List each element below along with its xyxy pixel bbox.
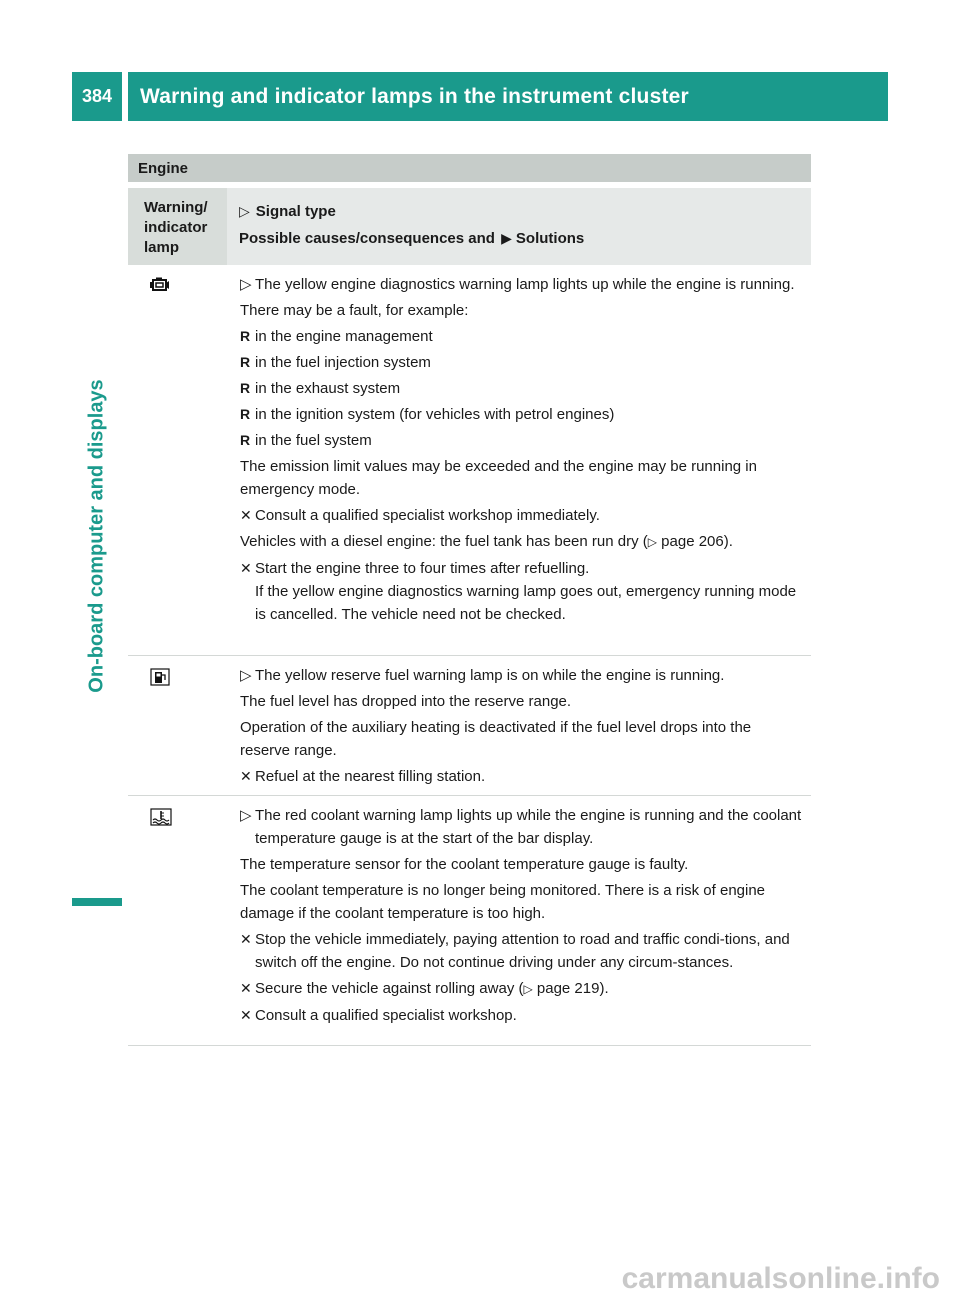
- description-column-header: ▷ Signal type Possible causes/consequences and ▶ Solutions: [239, 203, 585, 247]
- coolant-temperature-icon: [150, 808, 172, 831]
- signal-triangle-icon: ▷: [240, 807, 252, 824]
- action-x-icon: ✕: [240, 768, 252, 784]
- action-x-icon: ✕: [240, 931, 252, 947]
- signal-triangle-icon: ▷: [240, 276, 252, 293]
- action-x-icon: ✕: [240, 560, 252, 576]
- side-tab-label: On-board computer and displays: [85, 379, 108, 693]
- page-ref-icon: ▷: [647, 535, 657, 549]
- signal-triangle-icon: ▷: [239, 203, 250, 219]
- table-row-engine-diagnostics: ▷ The yellow engine diagnostics warning lamp lights up while the engine is running. There may be a fault, for example: R in the engine management R in the fuel injection system R in the exhaust system R in the ignition system (for vehicles with petrol engines) R in the fuel system The emission limit values may be exceeded and the engine may be running in emergency mode. ✕ Consult a qualified specialist workshop immediately. Vehicles with a diesel engine: the fuel tank has been run dry (▷ page 206). ✕ Start the engine three to four times after refuelling. If the yellow engine diagnostics warning lamp goes out, emergency running mode is cancelled. The vehicle need not be checked.: [128, 265, 811, 656]
- table-header: [128, 188, 811, 265]
- lamp-column-header: Warning/ indicator lamp: [128, 188, 227, 265]
- side-tab-bar: [72, 898, 122, 906]
- page-reference-link[interactable]: page 206).: [661, 533, 733, 550]
- page-reference-link[interactable]: page 219).: [536, 980, 609, 997]
- page-number: 384: [72, 72, 122, 121]
- signal-triangle-icon: ▷: [240, 667, 252, 684]
- watermark: carmanualsonline.info: [621, 1262, 940, 1295]
- page-ref-icon: ▷: [523, 982, 533, 996]
- action-x-icon: ✕: [240, 1007, 252, 1023]
- table-row-reserve-fuel: ▷ The yellow reserve fuel warning lamp is on while the engine is running. The fuel level has dropped into the reserve range. Operation of the auxiliary heating is deactivated if the fuel level drops into the reserve range. ✕ Refuel at the nearest filling station.: [128, 656, 811, 796]
- solution-arrow-icon: ▶: [501, 230, 512, 246]
- page-header-title: Warning and indicator lamps in the instrument cluster: [128, 72, 888, 121]
- table-row-coolant: ▷ The red coolant warning lamp lights up while the engine is running and the coolant temperature gauge is at the start of the bar display. The temperature sensor for the coolant temperature gauge is faulty. The coolant temperature is no longer being monitored. There is a risk of engine damage if the coolant temperature is too high. ✕ Stop the vehicle immediately, paying attention to road and traffic condi-tions, and switch off the engine. Do not continue driving under any circum-stances. ✕ Secure the vehicle against rolling away (▷ page 219). ✕ Consult a qualified specialist workshop.: [128, 796, 811, 1046]
- action-x-icon: ✕: [240, 507, 252, 523]
- action-x-icon: ✕: [240, 980, 252, 996]
- table-title: Engine: [128, 154, 811, 182]
- engine-diagnostics-icon: [150, 277, 170, 298]
- fuel-pump-icon: [150, 668, 170, 691]
